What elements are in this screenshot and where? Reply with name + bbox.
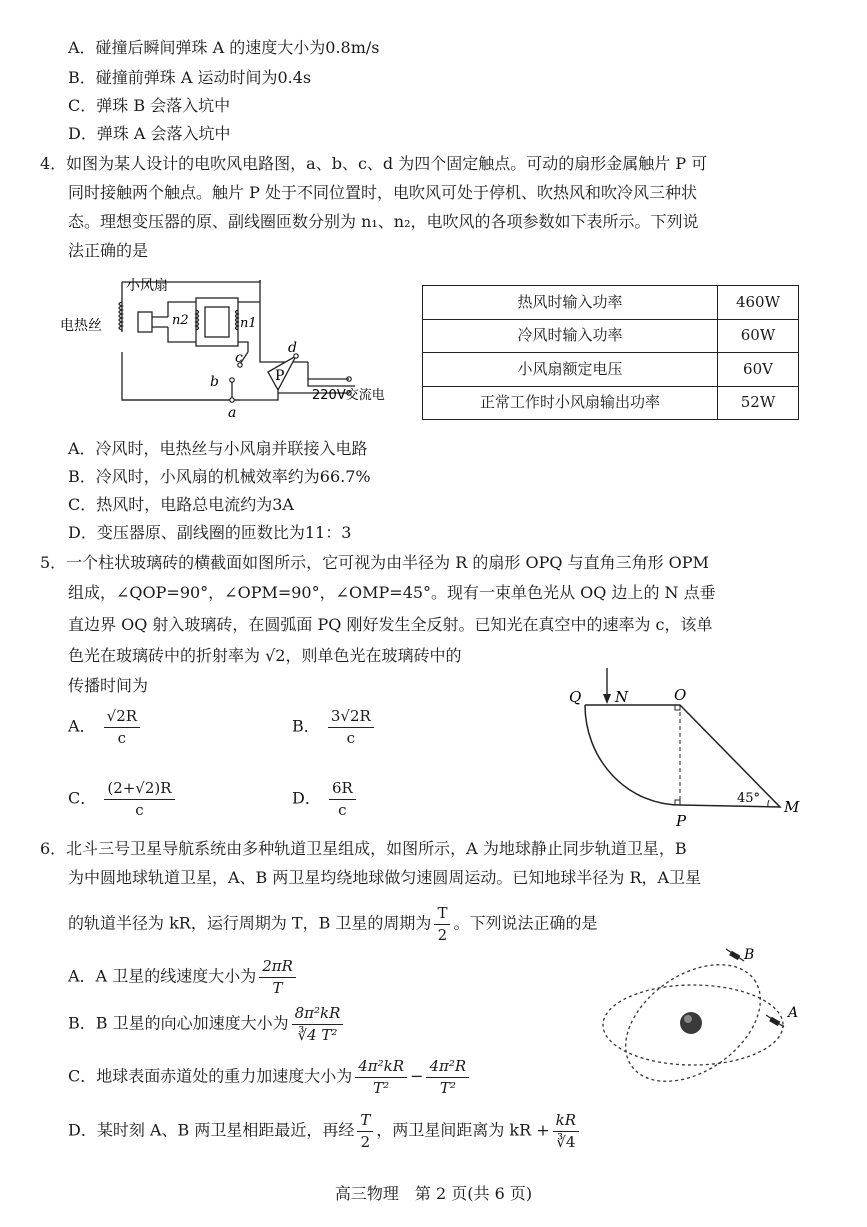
q6-option-b: B．B 卫星的向心加速度大小为 $\frac{\text{8π²kR}}{\text{∛4 T²}}$ [68, 1005, 346, 1043]
table-cell-value: 460W [718, 286, 799, 320]
q4-circuit-diagram [60, 272, 415, 422]
q5-option-d: D． $\frac{6R}{c}$ [292, 780, 359, 818]
q5-option-b: B． $\frac{3√2R}{c}$ [292, 708, 377, 746]
q4-stem-line-1: 4．如图为某人设计的电吹风电路图，a、b、c、d 为四个固定触点。可动的扇形金属触片 P 可 [40, 154, 708, 173]
q6-stem-line-3: 的轨道半径为 kR，运行周期为 T，B 卫星的周期为 $\frac{T}{2}$ 。下列说法正确的是 [68, 904, 598, 944]
point-m: M [784, 798, 800, 816]
satellite-a-label: A [788, 1005, 799, 1021]
q3-option-b: B．碰撞前弹珠 A 运动时间为0.4s [68, 68, 312, 87]
table-row [423, 319, 799, 353]
point-q: Q [569, 688, 582, 706]
q5-stem-line-2: 组成，∠QOP=90°，∠OPM=90°，∠OMP=45°。现有一束单色光从 OQ 边上的 N 点垂 [68, 583, 716, 602]
table-cell-label: 冷风时输入功率 [423, 319, 718, 353]
table-cell-value: 52W [718, 386, 799, 420]
table-row [423, 286, 799, 320]
light-arrow-icon [603, 694, 611, 704]
earth-icon [680, 1012, 702, 1034]
angle-label: 45° [737, 791, 761, 806]
q4-parameter-table [422, 285, 799, 420]
page-footer: 高三物理 第 2 页(共 6 页) [334, 1184, 533, 1203]
heater-label: 电热丝 [60, 318, 102, 334]
table-cell-value: 60V [718, 353, 799, 387]
q6-option-d: D．某时刻 A、B 两卫星相距最近，再经 $\frac{T}{2}$ ，两卫星间距离为 kR + $\frac{kR}{∛4}$ [68, 1112, 582, 1150]
q5-option-c: C． $\frac{(2+√2)R}{c}$ [68, 780, 178, 818]
q5-stem-line-3: 直边界 OQ 射入玻璃砖，在圆弧面 PQ 刚好发生全反射。已知光在真空中的速率为 c，该单 [68, 615, 713, 634]
q4-option-d: D．变压器原、副线圈的匝数比为11：3 [68, 523, 352, 542]
n1-label: n1 [240, 316, 257, 331]
table-row [423, 386, 799, 420]
satellite-b-label: B [744, 947, 755, 963]
q3-option-a: A．碰撞后瞬间弹珠 A 的速度大小为0.8m/s [68, 38, 380, 57]
table-cell-label: 小风扇额定电压 [423, 353, 718, 387]
contact-b: b [210, 374, 219, 390]
point-o: O [674, 686, 687, 704]
table-cell-value: 60W [718, 319, 799, 353]
contact-a: a [228, 405, 237, 421]
fan-label: 小风扇 [126, 278, 168, 294]
table-row [423, 353, 799, 387]
q4-option-c: C．热风时，电路总电流约为3A [68, 495, 294, 514]
q6-orbit-diagram [598, 945, 808, 1095]
point-n: N [615, 688, 629, 706]
q3-option-c: C．弹珠 B 会落入坑中 [68, 96, 231, 115]
q4-option-a: A．冷风时，电热丝与小风扇并联接入电路 [68, 439, 368, 458]
q6-stem-line-2: 为中圆地球轨道卫星，A、B 两卫星均绕地球做匀速圆周运动。已知地球半径为 R，A卫星 [68, 868, 702, 887]
q5-stem-line-1: 5．一个柱状玻璃砖的横截面如图所示，它可视为由半径为 R 的扇形 OPQ 与直角三角形 OPM [40, 553, 709, 572]
q3-option-d: D．弹珠 A 会落入坑中 [68, 124, 231, 143]
q6-stem-line-1: 6．北斗三号卫星导航系统由多种轨道卫星组成，如图所示，A 为地球静止同步轨道卫星，B [40, 839, 687, 858]
contact-p: P [275, 368, 285, 384]
contact-d: d [288, 340, 297, 356]
point-p: P [676, 812, 687, 830]
q4-stem-line-4: 法正确的是 [68, 241, 149, 260]
supply-label: 220V交流电 [312, 388, 385, 403]
q5-glass-brick-diagram [565, 660, 805, 835]
q4-stem-line-2: 同时接触两个触点。触片 P 处于不同位置时，电吹风可处于停机、吹热风和吹冷风三种状 [68, 183, 697, 202]
table-cell-label: 正常工作时小风扇输出功率 [423, 386, 718, 420]
q4-option-b: B．冷风时，小风扇的机械效率约为66.7% [68, 467, 371, 486]
q5-stem-line-4: 色光在玻璃砖中的折射率为 √2，则单色光在玻璃砖中的 [68, 646, 462, 665]
q5-stem-line-5: 传播时间为 [68, 676, 149, 695]
contact-c: c [235, 350, 243, 366]
q4-stem-line-3: 态。理想变压器的原、副线圈匝数分别为 n₁、n₂，电吹风的各项参数如下表所示。下列说 [68, 212, 699, 231]
n2-label: n2 [172, 313, 189, 328]
satellite-b-icon [726, 949, 744, 961]
q5-option-a: A． $\frac{√2R}{c}$ [68, 708, 143, 746]
q6-option-a: A．A 卫星的线速度大小为 $\frac{2\pi R}{T}$ [68, 958, 299, 996]
table-cell-label: 热风时输入功率 [423, 286, 718, 320]
q6-option-c: C．地球表面赤道处的重力加速度大小为 $\frac{\text{4π²kR}}{\text{T²}}$ − $\frac{\text{4π²R}}{\text{T²}}$ [68, 1058, 472, 1096]
